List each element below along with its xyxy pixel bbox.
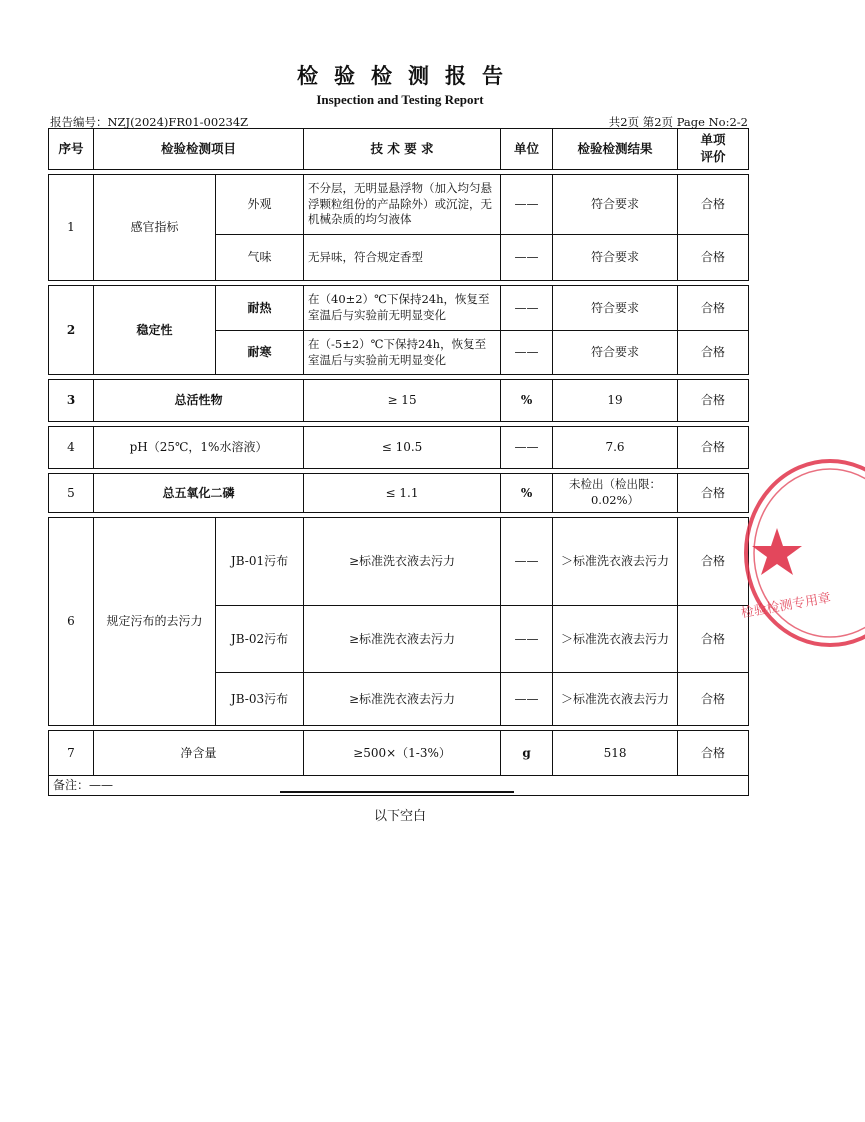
- row-subitem: 外观: [216, 175, 304, 235]
- col-header-no: 序号: [49, 129, 94, 170]
- report-number: 报告编号：NZJ(2024)FR01-00234Z: [50, 115, 249, 129]
- row-evaluation: 合格: [678, 606, 749, 673]
- row-subitem: 耐热: [216, 286, 304, 331]
- table-row: [49, 518, 749, 606]
- row-requirement: 在（-5±2）℃下保持24h，恢复至室温后与实验前无明显变化: [304, 331, 501, 375]
- table-row: [49, 175, 749, 235]
- row-requirement: ≥标准洗衣液去污力: [304, 606, 501, 673]
- report-title-en: Inspection and Testing Report: [316, 92, 484, 107]
- col-header-item: 检验检测项目: [94, 129, 304, 170]
- row-requirement: 在（40±2）℃下保持24h，恢复至室温后与实验前无明显变化: [304, 286, 501, 331]
- row-evaluation: 合格: [678, 518, 749, 606]
- row-unit: %: [501, 474, 553, 513]
- row-result: 7.6: [553, 427, 678, 469]
- row-result: ＞标准洗衣液去污力: [553, 518, 678, 606]
- inspection-seal: [735, 458, 865, 648]
- row-result: 符合要求: [553, 286, 678, 331]
- row-requirement: 不分层，无明显悬浮物（加入均匀悬浮颗粒组份的产品除外）或沉淀，无机械杂质的均匀液体: [304, 175, 501, 235]
- evaluation-line1: 单项: [700, 132, 726, 148]
- row-item: 净含量: [94, 731, 304, 776]
- row-unit: g: [501, 731, 553, 776]
- row-unit: ——: [501, 606, 553, 673]
- row-no: 6: [49, 518, 94, 726]
- notes-cell: 备注：——: [49, 776, 749, 796]
- row-result: ＞标准洗衣液去污力: [553, 606, 678, 673]
- row-requirement: ≥ 15: [304, 380, 501, 422]
- end-rule-line: [280, 791, 514, 793]
- report-title-cn: 检验检测报告: [297, 64, 519, 88]
- table-row: [49, 731, 749, 776]
- row-result: 符合要求: [553, 331, 678, 375]
- row-unit: ——: [501, 286, 553, 331]
- table-header-row: [49, 129, 749, 170]
- row-unit: ——: [501, 518, 553, 606]
- row-evaluation: 合格: [678, 673, 749, 726]
- row-evaluation: 合格: [678, 731, 749, 776]
- row-requirement: 无异味，符合规定香型: [304, 235, 501, 281]
- row-result: 未检出（检出限：0.02%）: [553, 474, 678, 513]
- row-item: 规定污布的去污力: [94, 518, 216, 726]
- row-item: 稳定性: [94, 286, 216, 375]
- evaluation-line2: 评价: [700, 149, 726, 164]
- row-evaluation: 合格: [678, 175, 749, 235]
- page-info: 共2页 第2页 Page No:2-2: [608, 115, 748, 129]
- row-unit: ——: [501, 427, 553, 469]
- row-no: 1: [49, 175, 94, 281]
- table-row: [49, 286, 749, 331]
- seal-text: 检验检测专用章: [739, 590, 833, 622]
- seal-star-icon: [752, 528, 802, 575]
- row-evaluation: 合格: [678, 286, 749, 331]
- row-evaluation: 合格: [678, 427, 749, 469]
- row-subitem: 耐寒: [216, 331, 304, 375]
- row-result: 符合要求: [553, 175, 678, 235]
- col-header-unit: 单位: [501, 129, 553, 170]
- row-unit: ——: [501, 235, 553, 281]
- row-evaluation: 合格: [678, 331, 749, 375]
- row-no: 3: [49, 380, 94, 422]
- row-unit: %: [501, 380, 553, 422]
- row-requirement: ≥标准洗衣液去污力: [304, 518, 501, 606]
- row-item: 感官指标: [94, 175, 216, 281]
- col-header-evaluation: [678, 129, 749, 170]
- row-no: 4: [49, 427, 94, 469]
- row-requirement: ≤ 10.5: [304, 427, 501, 469]
- row-unit: ——: [501, 673, 553, 726]
- row-subitem: JB-03污布: [216, 673, 304, 726]
- table-row: [49, 380, 749, 422]
- row-subitem: JB-01污布: [216, 518, 304, 606]
- col-header-requirement: 技 术 要 求: [304, 129, 501, 170]
- row-requirement: ≥标准洗衣液去污力: [304, 673, 501, 726]
- row-evaluation: 合格: [678, 380, 749, 422]
- col-header-result: 检验检测结果: [553, 129, 678, 170]
- row-item: pH（25℃，1%水溶液）: [94, 427, 304, 469]
- row-requirement: ≤ 1.1: [304, 474, 501, 513]
- row-item: 总活性物: [94, 380, 304, 422]
- row-requirement: ≥500×（1-3%）: [304, 731, 501, 776]
- blank-below-text: 以下空白: [373, 809, 426, 824]
- row-evaluation: 合格: [678, 474, 749, 513]
- row-no: 5: [49, 474, 94, 513]
- row-subitem: 气味: [216, 235, 304, 281]
- table-row: [49, 474, 749, 513]
- row-result: 19: [553, 380, 678, 422]
- row-subitem: JB-02污布: [216, 606, 304, 673]
- row-result: ＞标准洗衣液去污力: [553, 673, 678, 726]
- row-item: 总五氧化二磷: [94, 474, 304, 513]
- row-result: 符合要求: [553, 235, 678, 281]
- inspection-table: [48, 128, 749, 796]
- table-row: [49, 427, 749, 469]
- row-unit: ——: [501, 175, 553, 235]
- row-unit: ——: [501, 331, 553, 375]
- row-evaluation: 合格: [678, 235, 749, 281]
- row-no: 7: [49, 731, 94, 776]
- row-result: 518: [553, 731, 678, 776]
- row-no: 2: [49, 286, 94, 375]
